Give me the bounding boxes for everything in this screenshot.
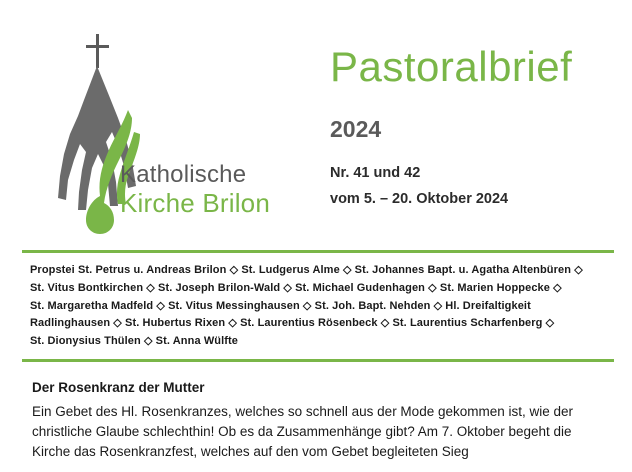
article: [22, 362, 612, 462]
logo-block: [22, 14, 322, 246]
parish-line: Propstei St. Petrus u. Andreas Brilon ◇ St. Ludgerus Alme ◇ St. Johannes Bapt. u. Agatha Altenbüren ◇: [30, 264, 583, 276]
logo-line-katholische: Katholische: [120, 161, 247, 188]
logo-text: [120, 162, 270, 217]
title-block: [322, 14, 614, 207]
parish-line: Radlinghausen ◇ St. Hubertus Rixen ◇ St. Laurentius Rösenbeck ◇ St. Laurentius Scharfenberg ◇: [30, 317, 555, 330]
parish-line: St. Margaretha Madfeld ◇ St. Vitus Messinghausen ◇ St. Joh. Bapt. Nehden ◇ Hl. Dreifaltigkeit: [30, 299, 531, 312]
article-heading: Der Rosenkranz der Mutter: [32, 380, 205, 396]
logo-line-kirche-brilon: Kirche Brilon: [120, 188, 270, 219]
parish-list: [22, 253, 614, 359]
issue-number: Nr. 41 und 42: [330, 165, 421, 181]
parish-line: St. Vitus Bontkirchen ◇ St. Joseph Brilon-Wald ◇ St. Michael Gudenhagen ◇ St. Marien Hoppecke ◇: [30, 281, 562, 294]
issue-dates: vom 5. – 20. Oktober 2024: [330, 191, 509, 207]
parish-line: St. Dionysius Thülen ◇ St. Anna Wülfte: [30, 335, 239, 348]
article-body: Ein Gebet des Hl. Rosenkranzes, welches so schnell aus der Mode gekommen ist, wie der christliche Glaube schlechthin! Ob es da Zusammenhänge gibt? Am 7. Oktober begeht die Kirche das Rosenkranzfest, welches auf den vom Gebet begleiteten Sieg: [32, 404, 574, 459]
issue-year: 2024: [330, 116, 382, 142]
page-title: Pastoralbrief: [330, 43, 573, 90]
